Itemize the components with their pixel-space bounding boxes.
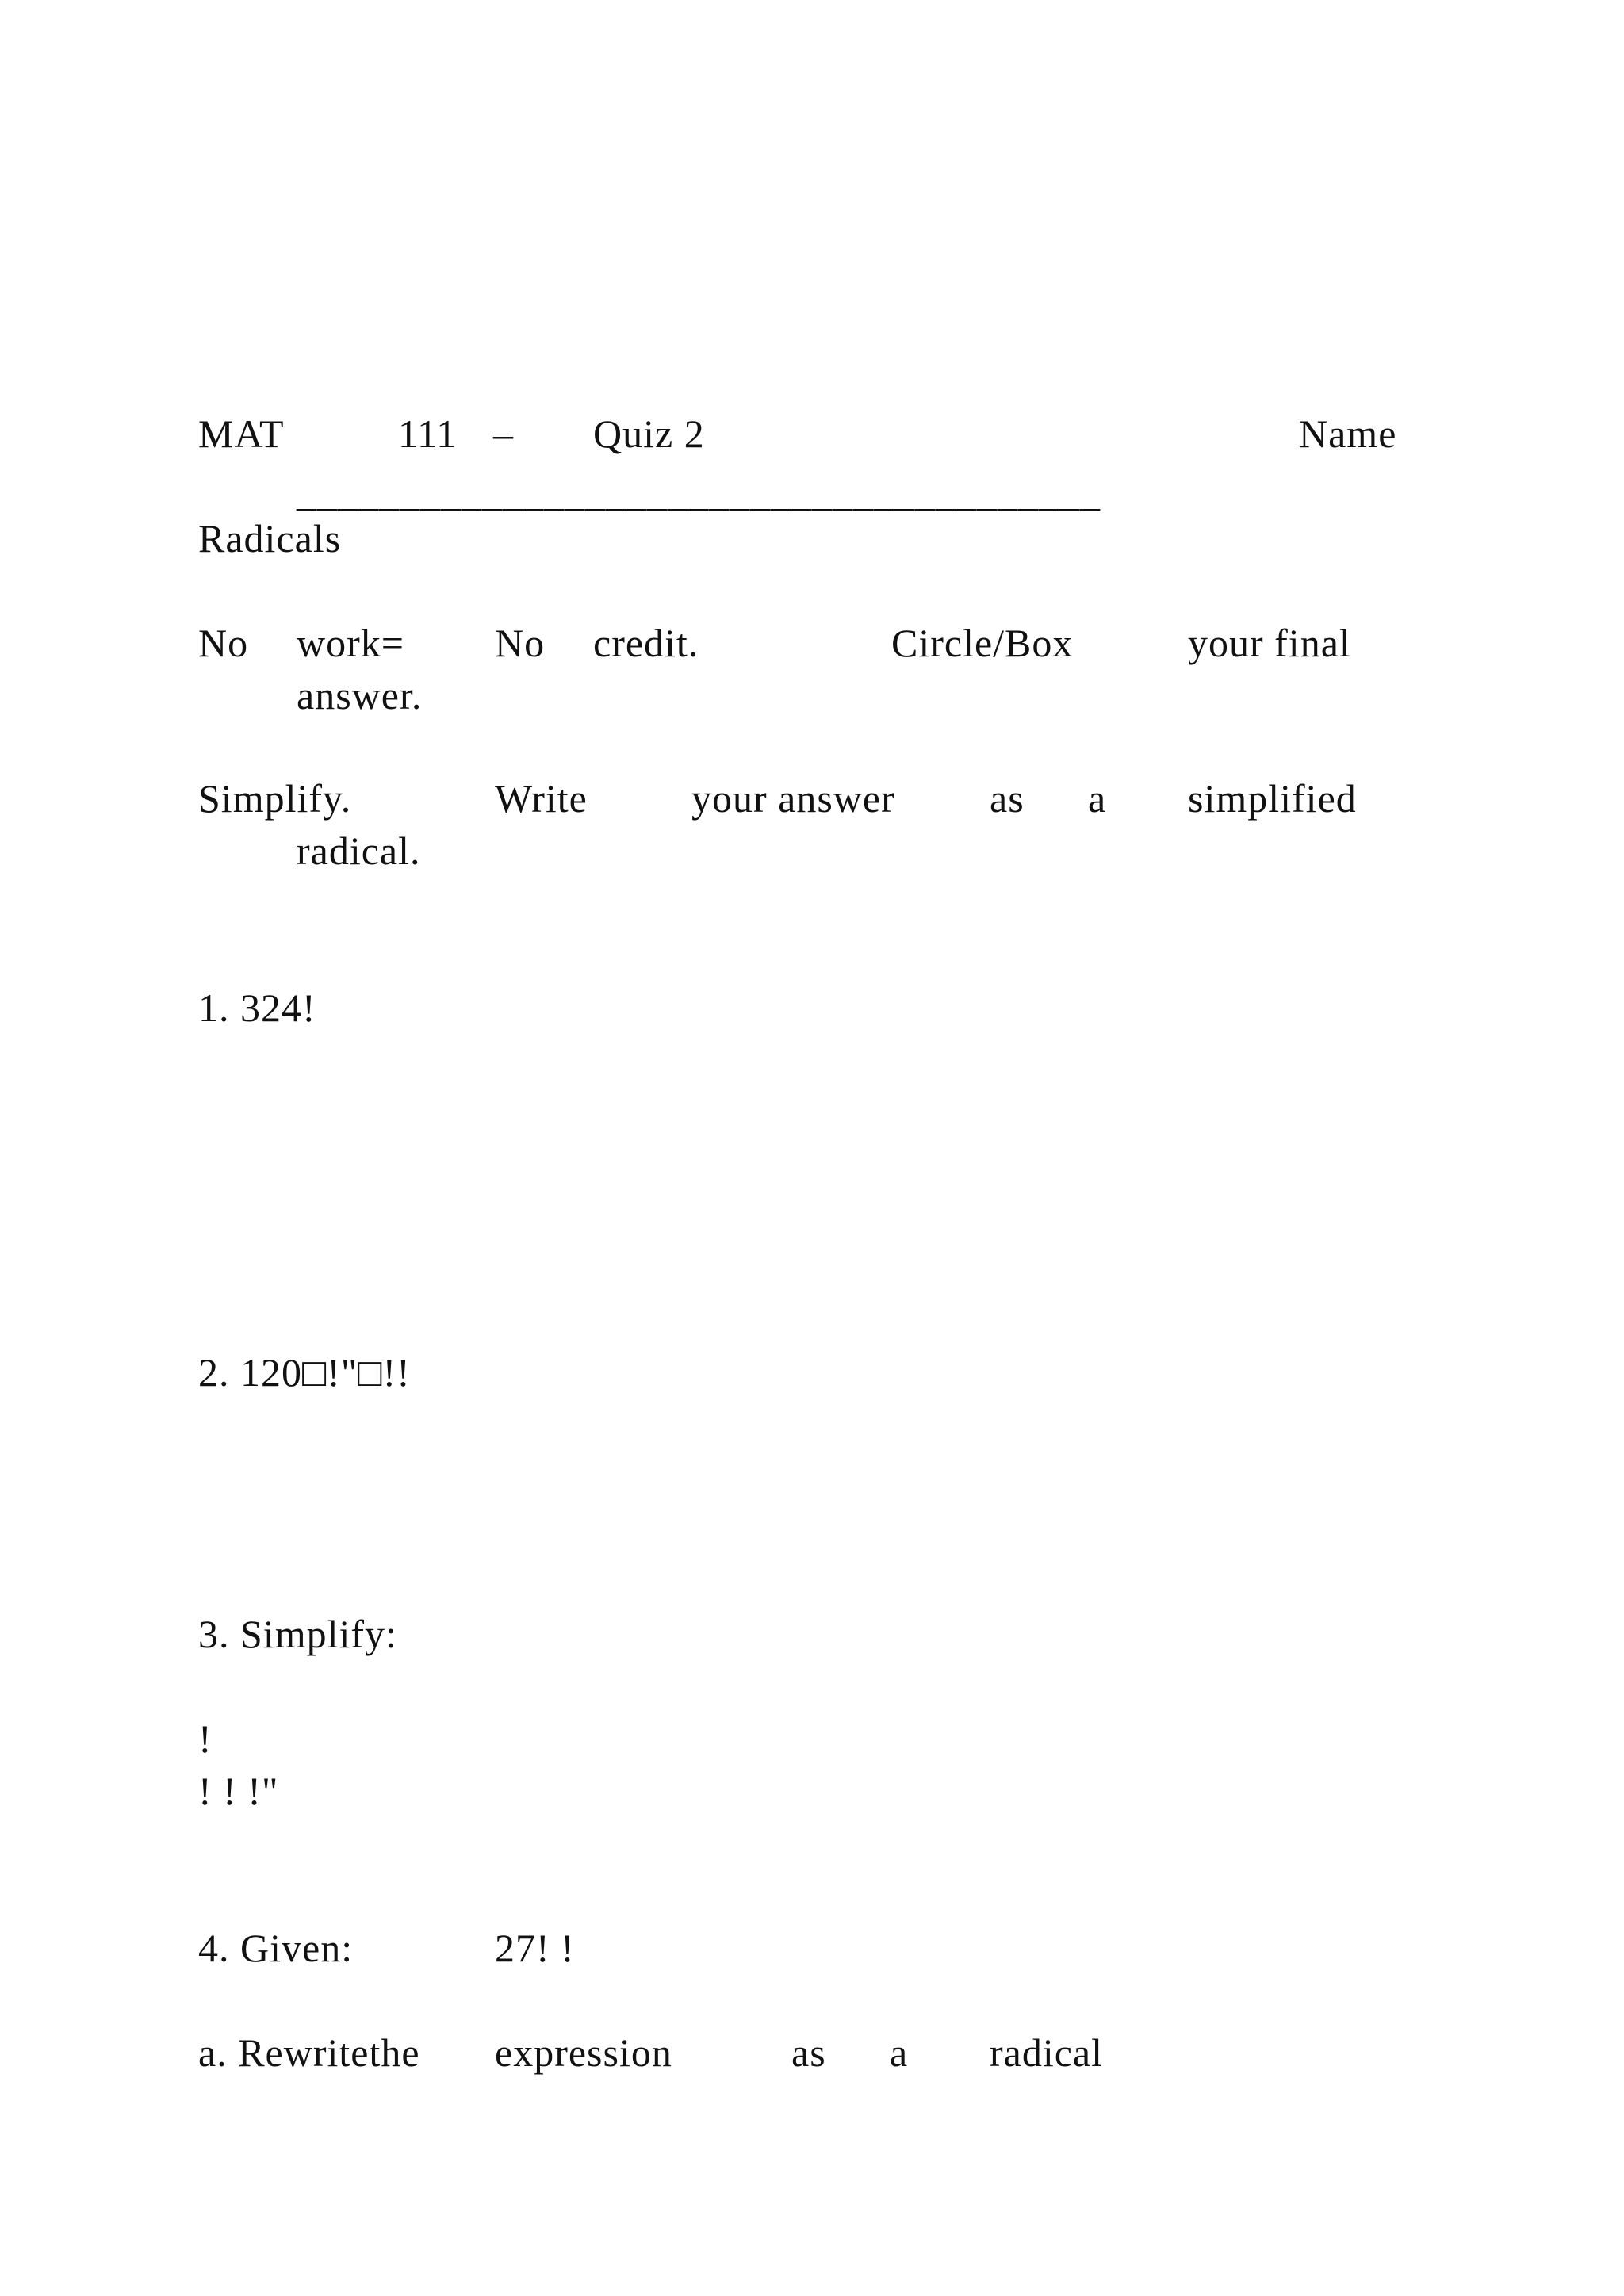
instruction-continuation: answer. (297, 673, 423, 718)
instruction-word: as (990, 776, 1025, 821)
name-label: Name (1299, 411, 1397, 456)
header-dash: – (493, 411, 514, 456)
question-1: 1. 324! (198, 985, 316, 1030)
question-4-label: 4. Given: (198, 1926, 354, 1970)
instruction-word: a (1088, 776, 1107, 821)
question-4a-word: a (890, 2030, 909, 2075)
quiz-title: Quiz 2 (593, 411, 705, 456)
instruction-word: No (198, 621, 249, 665)
instruction-word: work= (297, 621, 404, 665)
question-4a-word: as (791, 2030, 826, 2075)
instruction-word: Write (495, 776, 588, 821)
instruction-continuation: radical. (297, 828, 421, 873)
question-4a-word: a. Rewritethe (198, 2030, 420, 2075)
instruction-word: simplified (1188, 776, 1357, 821)
instruction-word: Circle/Box (891, 621, 1074, 665)
instruction-word: credit. (593, 621, 699, 665)
course-code: MAT (198, 411, 285, 456)
instruction-word: your answer (691, 776, 895, 821)
topic-title: Radicals (198, 516, 342, 561)
question-4a-word: radical (990, 2030, 1104, 2075)
question-4-expression: 27! ! (495, 1926, 575, 1970)
name-blank: _______________________________________ (297, 470, 1101, 515)
course-number: 111 (398, 411, 458, 456)
question-4a-word: expression (495, 2030, 672, 2075)
question-3-expression-top: ! (198, 1716, 213, 1761)
instruction-word: No (495, 621, 546, 665)
question-2: 2. 120□!"□!! (198, 1350, 411, 1395)
question-3-label: 3. Simplify: (198, 1612, 397, 1656)
instruction-word: your final (1188, 621, 1351, 665)
question-3-expression-bottom: ! ! !" (198, 1769, 279, 1813)
instruction-word: Simplify. (198, 776, 352, 821)
